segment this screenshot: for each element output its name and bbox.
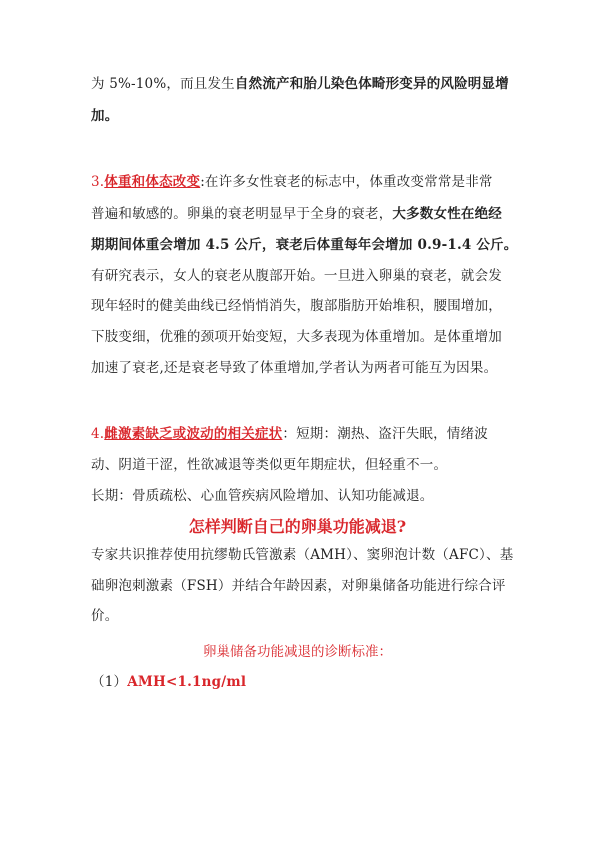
text-run: :在许多女性衰老的标志中，体重改变常常是非常 [200,174,493,190]
paragraph-line [91,204,502,224]
paragraph-line: 下肢变细，优雅的颈项开始变短，大多表现为体重增加。是体重增加 [91,329,502,345]
bold-text: 自然流产和胎儿染色体畸形变异的风险明显增 [234,76,509,92]
section-number: 4. [91,426,105,442]
section-number: 3. [91,174,105,190]
paragraph-line: 有研究表示，女人的衰老从腹部开始。一旦进入卵巢的衰老，就会发 [91,268,502,284]
bold-text: 大多数女性在绝经 [392,206,503,222]
paragraph-line: 动、阴道干涩，性欲减退等类似更年期症状，但轻重不一。 [91,457,448,473]
criteria-item [91,672,246,692]
paragraph-line: 专家共识推荐使用抗缪勒氏管激素（AMH）、窦卵泡计数（AFC）、基 [91,547,514,563]
section-heading: 怎样判断自己的卵巢功能减退? [188,517,407,536]
section-4-line [91,424,488,444]
paragraph-line: 现年轻时的健美曲线已经悄悄消失，腹部脂肪开始堆积，腰围增加， [91,298,502,314]
paragraph-line: 加。 [91,108,119,124]
text-run: 普遍和敏感的。卵巢的衰老明显早于全身的衰老， [91,206,393,222]
text-run: 为 5%-10%，而且发生 [91,76,235,92]
paragraph-line: 价。 [91,608,119,624]
item-number: （1） [91,674,128,690]
text-run: ：短期：潮热、盗汗失眠，情绪波 [282,426,488,442]
section-3-line [91,172,493,192]
paragraph-line: 加速了衰老,还是衰老导致了体重增加,学者认为两者可能互为因果。 [91,360,498,376]
section-title: 体重和体态改变 [104,174,201,190]
criteria-value: AMH<1.1ng/ml [127,674,247,690]
paragraph-line: 期期间体重会增加 4.5 公斤，衰老后体重每年会增加 0.9-1.4 公斤。 [91,237,518,253]
criteria-heading: 卵巢储备功能减退的诊断标准： [203,644,392,660]
paragraph-line: 础卵泡刺激素（FSH）并结合年龄因素，对卵巢储备功能进行综合评 [91,578,506,594]
paragraph-line [91,74,509,94]
paragraph-line: 长期：骨质疏松、心血管疾病风险增加、认知功能减退。 [91,488,434,504]
section-title: 雌激素缺乏或波动的相关症状 [104,426,283,442]
